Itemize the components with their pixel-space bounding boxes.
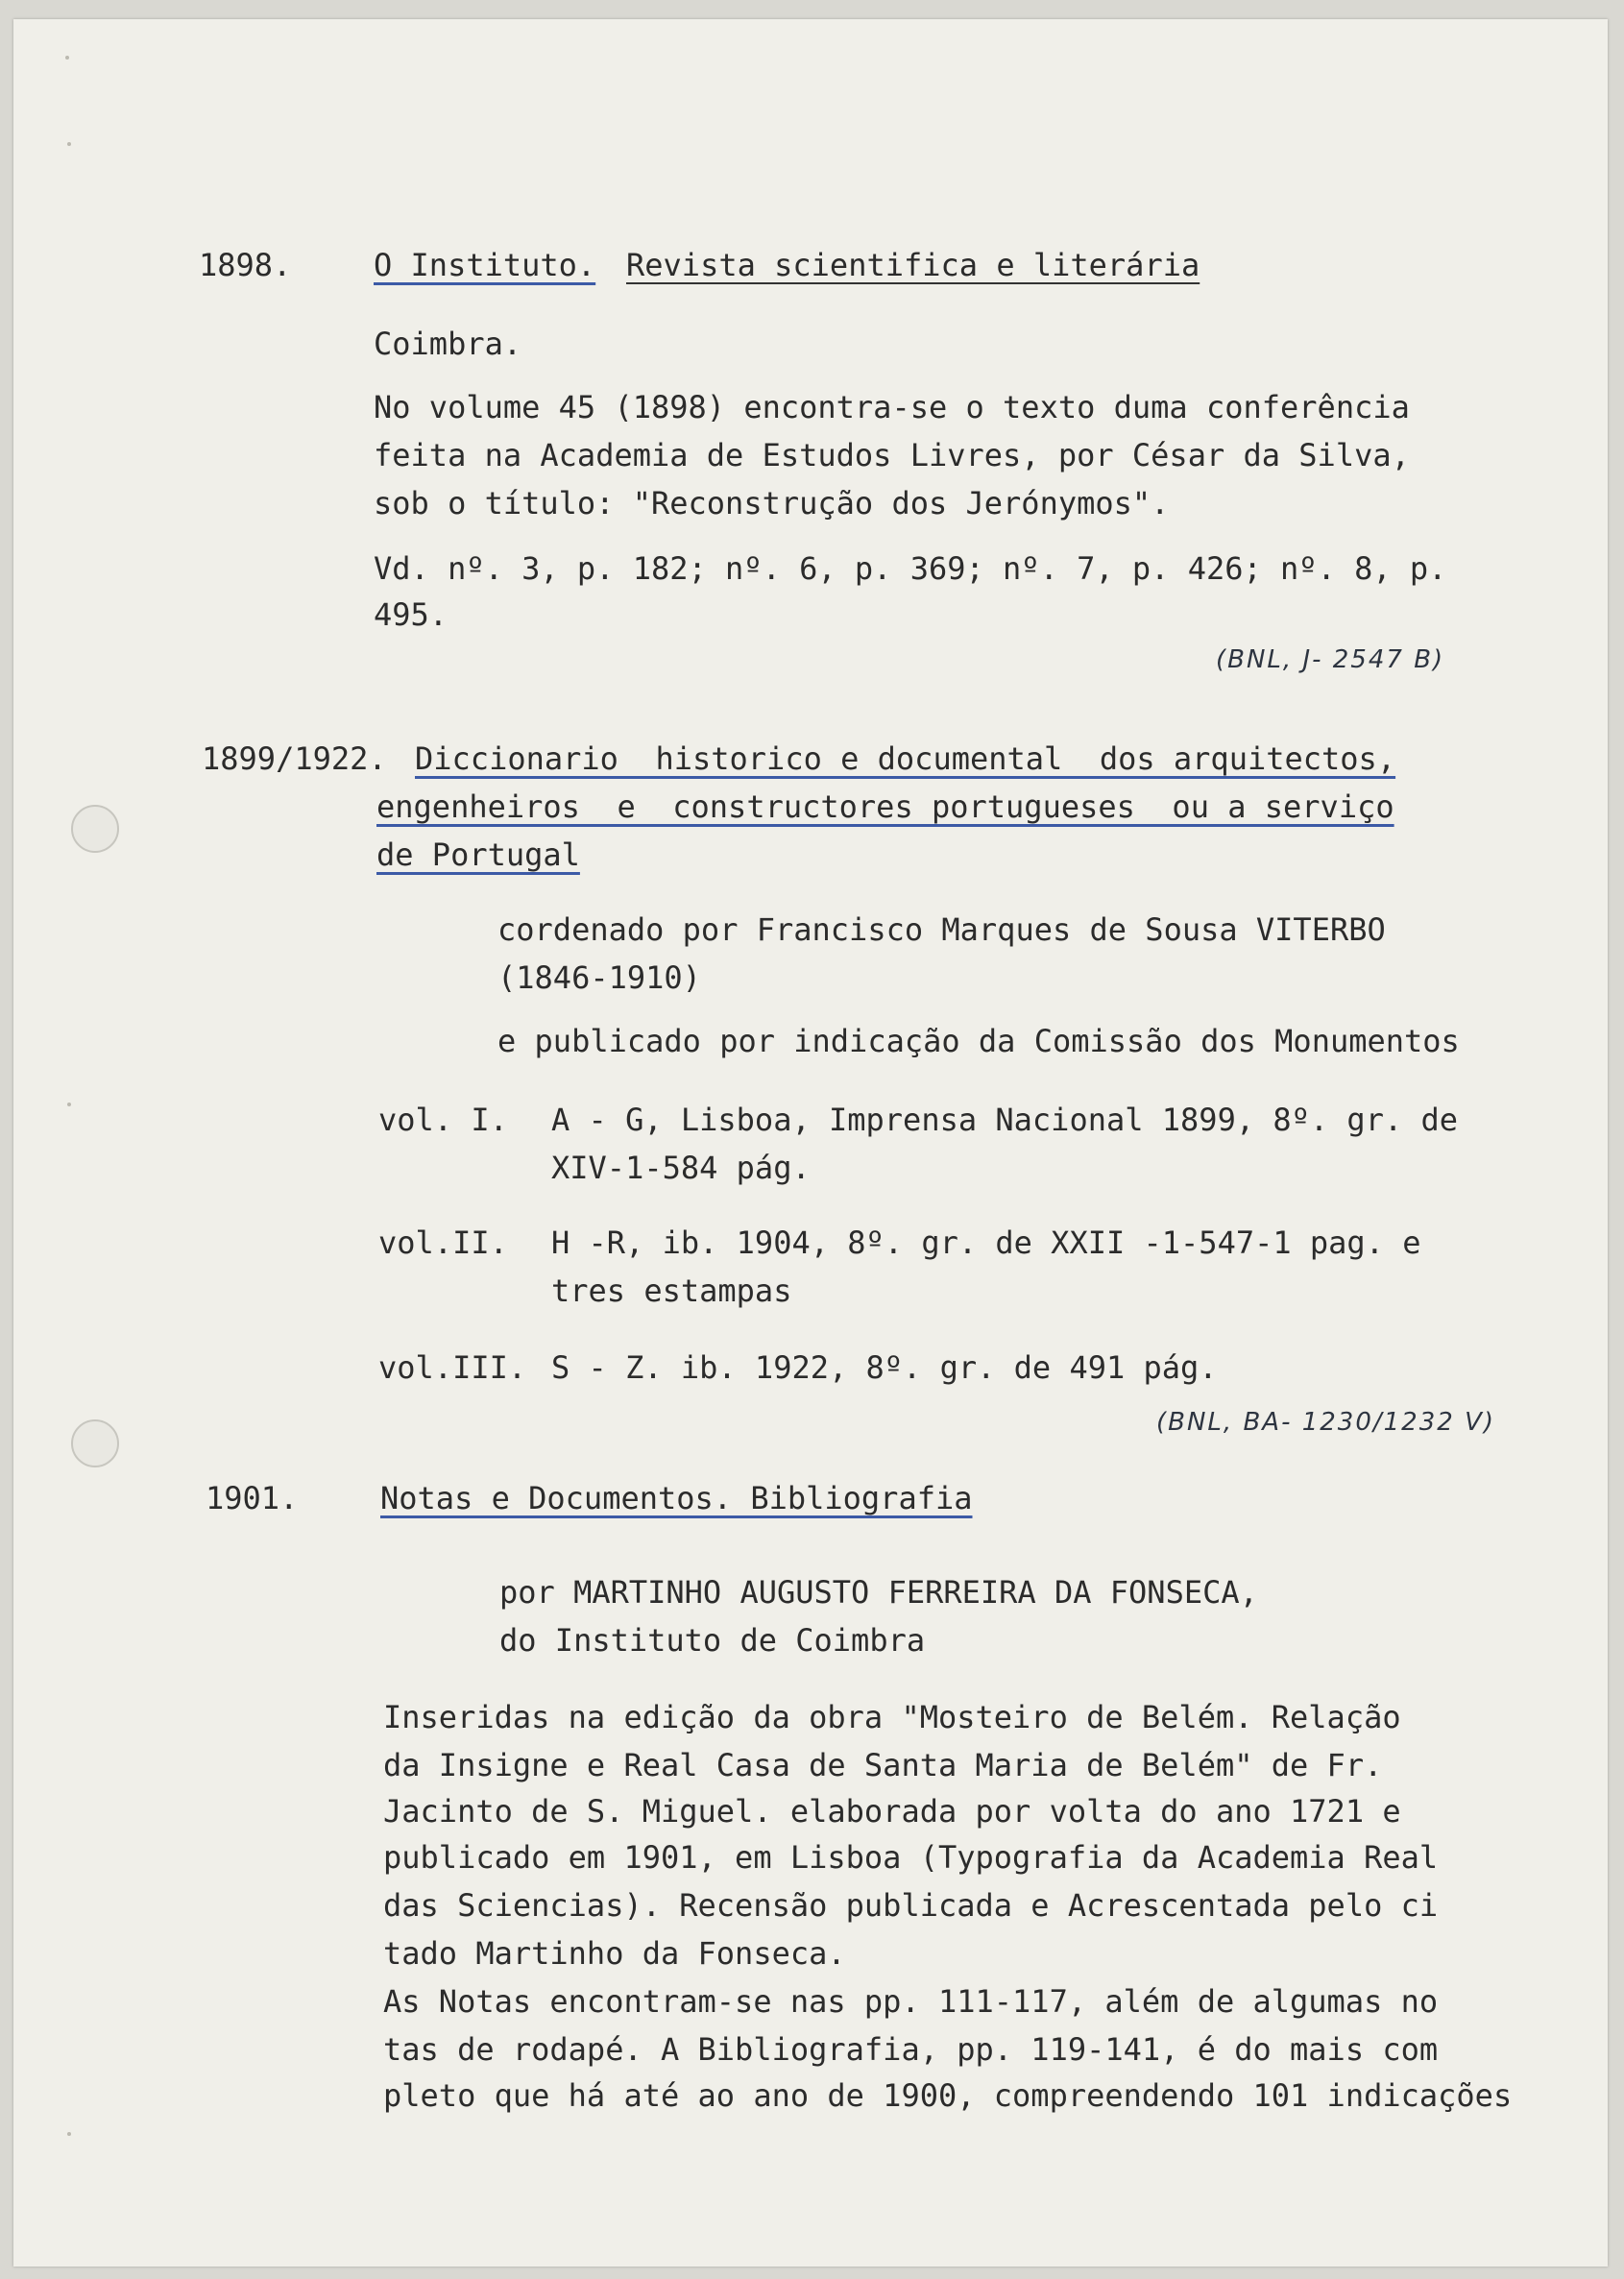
entry-year: 1901. [206,1480,299,1516]
entry-body-line: pleto que há até ao ano de 1900, compreendendo 101 indicações [383,2077,1513,2114]
entry-year: 1899/1922. [202,740,387,777]
volume-detail-line: tres estampas [551,1273,792,1309]
entry-reference-line: 495. [374,596,448,633]
entry-title-part1: O Instituto. [374,247,596,283]
volume-label: vol.III. [378,1349,527,1386]
entry-body-line: das Sciencias). Recensão publicada e Acrescentada pelo ci [383,1887,1439,1924]
volume-detail-line: A - G, Lisboa, Imprensa Nacional 1899, 8º. gr. de [551,1102,1459,1138]
entry-compiler-line: e publicado por indicação da Comissão dos Monumentos [497,1023,1460,1059]
entry-body-line: tado Martinho da Fonseca. [383,1935,846,1972]
paper-speck [65,56,69,60]
entry-author-line: do Instituto de Coimbra [499,1622,926,1659]
entry-body-line: No volume 45 (1898) encontra-se o texto duma conferência [374,389,1410,425]
entry-title-line: engenheiros e constructores portugueses ou a serviço [376,788,1394,825]
entry-title-part2: Revista scientifica e literária [626,247,1200,283]
entry-author-line: por MARTINHO AUGUSTO FERREIRA DA FONSECA, [499,1574,1258,1611]
entry-body-line: publicado em 1901, em Lisboa (Typografia da Academia Real [383,1839,1439,1876]
handwritten-shelfmark: (BNL, BA- 1230/1232 V) [1156,1408,1496,1437]
entry-body-line: tas de rodapé. A Bibliografia, pp. 119-141, é do mais com [383,2031,1439,2068]
entry-title: Notas e Documentos. Bibliografia [380,1480,973,1516]
handwritten-shelfmark: (BNL, J- 2547 B) [1216,645,1445,674]
entry-body-line: Jacinto de S. Miguel. elaborada por volta do ano 1721 e [383,1793,1401,1830]
entry-body-line: As Notas encontram-se nas pp. 111-117, além de algumas no [383,1983,1439,2020]
entry-body-line: da Insigne e Real Casa de Santa Maria de Belém" de Fr. [383,1747,1383,1783]
volume-label: vol. I. [378,1102,508,1138]
volume-label: vol.II. [378,1224,508,1261]
entry-title-line: de Portugal [376,836,580,873]
entry-place: Coimbra. [374,326,522,362]
paper-speck [67,142,71,146]
paper-speck [67,1103,71,1106]
punch-hole [71,805,119,853]
entry-body-line: feita na Academia de Estudos Livres, por César da Silva, [374,437,1410,473]
entry-body-line: Inseridas na edição da obra "Mosteiro de Belém. Relação [383,1699,1401,1735]
entry-year: 1898. [199,247,292,283]
entry-body-line: sob o título: "Reconstrução dos Jerónymos". [374,485,1170,521]
entry-title-line: Diccionario historico e documental dos arquitectos, [415,740,1396,777]
volume-detail-line: S - Z. ib. 1922, 8º. gr. de 491 pág. [551,1349,1218,1386]
document-page [13,19,1608,2267]
punch-hole [71,1419,119,1467]
volume-detail-line: XIV-1-584 pág. [551,1150,811,1186]
entry-compiler-line: (1846-1910) [497,959,701,996]
entry-reference-line: Vd. nº. 3, p. 182; nº. 6, p. 369; nº. 7, p. 426; nº. 8, p. [374,550,1447,587]
paper-speck [67,2132,71,2136]
volume-detail-line: H -R, ib. 1904, 8º. gr. de XXII -1-547-1 pag. e [551,1224,1421,1261]
entry-compiler-line: cordenado por Francisco Marques de Sousa VITERBO [497,911,1386,948]
